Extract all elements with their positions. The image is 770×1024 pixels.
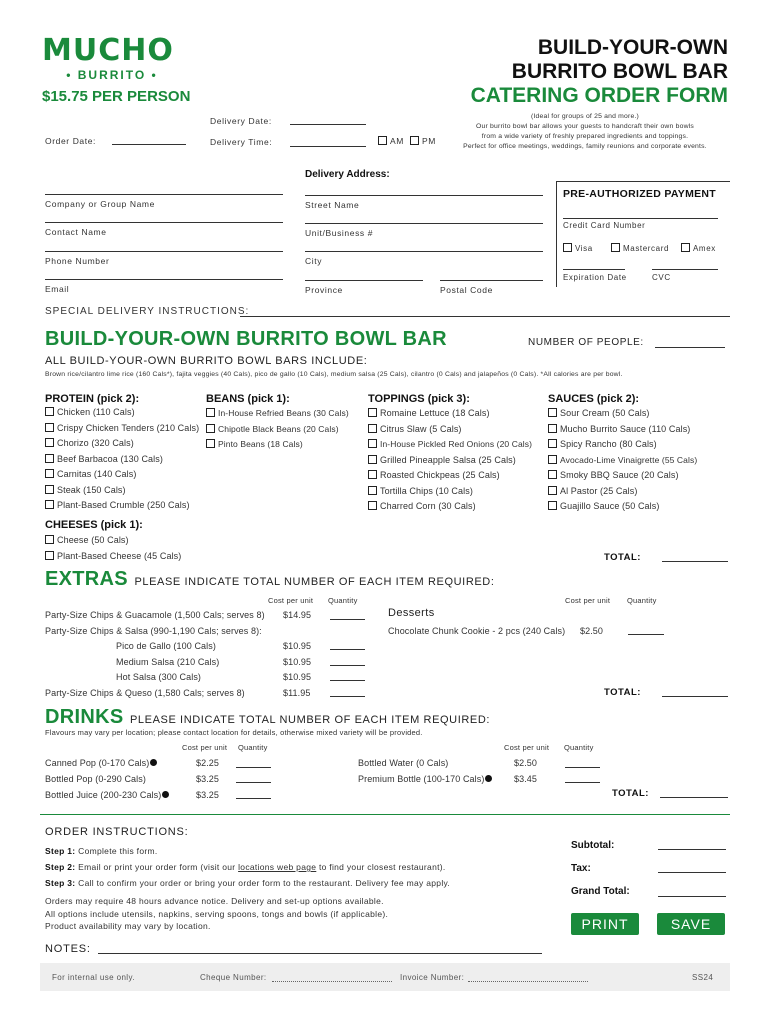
title-line2: BURRITO BOWL BAR: [511, 60, 728, 83]
payment-title: PRE-AUTHORIZED PAYMENT: [563, 188, 717, 200]
drink-qty-field[interactable]: [236, 798, 271, 799]
print-button[interactable]: PRINT: [571, 913, 639, 935]
order-steps: [45, 843, 450, 891]
toppings-option[interactable]: Citrus Slaw (5 Cals): [368, 422, 532, 438]
delivery-date-label: Delivery Date:: [210, 116, 272, 126]
sauces-option[interactable]: Smoky BBQ Sauce (20 Cals): [548, 468, 697, 484]
logo-top: MUCHO: [42, 33, 174, 68]
extras-heading: [45, 568, 495, 591]
company-field[interactable]: [45, 194, 283, 195]
extras-item: Party-Size Chips & Queso (1,580 Cals; serves 8): [45, 688, 245, 698]
am-checkbox[interactable]: [378, 136, 387, 145]
extras-qty-field[interactable]: [330, 680, 365, 681]
street-label: Street Name: [305, 200, 360, 210]
number-of-people-label: NUMBER OF PEOPLE:: [528, 337, 644, 348]
delivery-time-label: Delivery Time:: [210, 137, 273, 147]
drink-item: Bottled Pop (0-290 Cals): [45, 774, 146, 784]
drink-price: $3.25: [196, 774, 220, 784]
order-date-label: Order Date:: [45, 136, 97, 146]
pm-checkbox[interactable]: [410, 136, 419, 145]
extras-item: Hot Salsa (300 Cals): [116, 672, 202, 682]
drink-item: Premium Bottle (100-170 Cals): [358, 772, 492, 788]
unit-label: Unit/Business #: [305, 228, 374, 238]
drinks-qty-header-right: Quantity: [564, 743, 594, 752]
card-number-field[interactable]: [563, 218, 718, 219]
extras-price: $10.95: [283, 672, 312, 682]
bowl-total-field[interactable]: [662, 561, 728, 562]
visa-checkbox[interactable]: [563, 243, 572, 252]
sauces-option[interactable]: Sour Cream (50 Cals): [548, 406, 697, 422]
pm-option[interactable]: PM: [410, 136, 436, 146]
step-2: Step 2: Email or print your order form (visit our locations web page to find your closest restaurant).: [45, 862, 446, 872]
price-per-person: $15.75 PER PERSON: [42, 88, 191, 105]
toppings-option[interactable]: In-House Pickled Red Onions (20 Cals): [368, 437, 532, 453]
number-of-people-field[interactable]: [655, 347, 725, 348]
sauces-option[interactable]: Spicy Rancho (80 Cals): [548, 437, 697, 453]
drink-price: $2.25: [196, 758, 220, 768]
street-field[interactable]: [305, 195, 543, 196]
title-line1: BUILD-YOUR-OWN: [537, 36, 728, 59]
internal-use-footer: [40, 963, 730, 991]
drinks-cost-header: Cost per unit: [182, 743, 228, 752]
drink-item: Bottled Juice (200-230 Cals): [45, 788, 169, 804]
drinks-total-field[interactable]: [660, 797, 728, 798]
form-code: SS24: [692, 973, 714, 982]
step-1: Step 1: Complete this form.: [45, 846, 158, 856]
protein-option[interactable]: Chicken (110 Cals): [45, 405, 199, 421]
city-label: City: [305, 256, 323, 266]
toppings-option[interactable]: Charred Corn (30 Cals): [368, 499, 532, 515]
extras-qty-field[interactable]: [330, 696, 365, 697]
toppings-list: [368, 406, 532, 515]
intro-text: (Ideal for groups of 25 and more.) Our burrito bowl bar allows your guests to handcraft their own bowls from a wide variety of freshly prepared ingredients and toppings. Perfect for office meetings, weddings, family reunions and corporate events.: [463, 113, 707, 150]
extras-price: $11.95: [283, 688, 311, 698]
protein-option[interactable]: Carnitas (140 Cals): [45, 467, 199, 483]
invoice-number-label: Invoice Number:: [400, 973, 465, 982]
includes-title: ALL BUILD-YOUR-OWN BURRITO BOWL BARS INCLUDE:: [45, 355, 368, 367]
extras-total-label: TOTAL:: [604, 687, 641, 698]
drink-price: $2.50: [514, 758, 538, 768]
toppings-option[interactable]: Tortilla Chips (10 Cals): [368, 484, 532, 500]
cheeses-option[interactable]: Plant-Based Cheese (45 Cals): [45, 549, 181, 565]
beans-option[interactable]: Chipotle Black Beans (20 Cals): [206, 422, 349, 438]
company-label: Company or Group Name: [45, 199, 155, 209]
email-label: Email: [45, 284, 70, 294]
extras-price: $10.95: [283, 657, 312, 667]
drinks-total-label: TOTAL:: [612, 788, 649, 799]
contact-field[interactable]: [45, 222, 283, 223]
extras-title: EXTRAS: [45, 568, 128, 590]
drinks-heading: [45, 706, 490, 729]
dessert-price: $2.50: [580, 626, 604, 636]
protein-list: [45, 405, 199, 514]
unit-field[interactable]: [305, 223, 543, 224]
mastercard-checkbox[interactable]: [611, 243, 620, 252]
notes-label: NOTES:: [45, 943, 91, 955]
protein-option[interactable]: Crispy Chicken Tenders (210 Cals): [45, 421, 199, 437]
extras-total-field[interactable]: [662, 696, 728, 697]
contact-label: Contact Name: [45, 227, 107, 237]
drink-price: $3.45: [514, 774, 538, 784]
extras-item: Party-Size Chips & Guacamole (1,500 Cals; serves 8): [45, 610, 265, 620]
drinks-subtitle: PLEASE INDICATE TOTAL NUMBER OF EACH ITEM REQUIRED:: [130, 714, 491, 726]
sauces-option[interactable]: Guajillo Sauce (50 Cals): [548, 499, 697, 515]
delivery-date-field[interactable]: [290, 124, 366, 125]
drink-price: $3.25: [196, 790, 220, 800]
drink-item: Bottled Water (0 Cals): [358, 758, 449, 768]
protein-option[interactable]: Beef Barbacoa (130 Cals): [45, 452, 199, 468]
toppings-title: TOPPINGS (pick 3):: [368, 393, 470, 405]
drinks-title: DRINKS: [45, 706, 124, 728]
desserts-qty-header: Quantity: [627, 596, 657, 605]
drink-qty-field[interactable]: [565, 767, 600, 768]
info-icon[interactable]: [162, 791, 169, 798]
subtotal-field[interactable]: [658, 849, 726, 850]
amex-checkbox[interactable]: [681, 243, 690, 252]
locations-link[interactable]: locations web page: [238, 862, 317, 872]
dessert-qty-field[interactable]: [628, 634, 664, 635]
expiration-field[interactable]: [563, 269, 625, 270]
desserts-title: Desserts: [388, 607, 435, 619]
protein-title: PROTEIN (pick 2):: [45, 393, 140, 405]
toppings-option[interactable]: Roasted Chickpeas (25 Cals): [368, 468, 532, 484]
drink-qty-field[interactable]: [236, 767, 271, 768]
city-field[interactable]: [305, 251, 543, 252]
drink-item: Canned Pop (0-170 Cals): [45, 756, 157, 772]
extras-cost-header: Cost per unit: [268, 596, 314, 605]
phone-label: Phone Number: [45, 256, 110, 266]
sauces-option[interactable]: Mucho Burrito Sauce (110 Cals): [548, 422, 697, 438]
cheque-number-field[interactable]: [272, 981, 392, 982]
info-icon[interactable]: [150, 759, 157, 766]
expiration-label: Expiration Date: [563, 273, 627, 282]
cheeses-option[interactable]: Cheese (50 Cals): [45, 533, 181, 549]
cvc-label: CVC: [652, 273, 671, 282]
tax-label: Tax:: [571, 863, 591, 874]
province-field[interactable]: [305, 280, 423, 281]
cheeses-title: CHEESES (pick 1):: [45, 519, 143, 531]
grand-total-label: Grand Total:: [571, 886, 630, 897]
visa-option[interactable]: Visa: [563, 243, 593, 253]
drinks-cost-header-right: Cost per unit: [504, 743, 550, 752]
order-instructions-title: ORDER INSTRUCTIONS:: [45, 826, 189, 838]
beans-option[interactable]: Pinto Beans (18 Cals): [206, 437, 349, 453]
sauces-option[interactable]: Al Pastor (25 Cals): [548, 484, 697, 500]
extras-qty-field[interactable]: [330, 619, 365, 620]
mastercard-option[interactable]: Mastercard: [611, 243, 669, 253]
logo: [42, 33, 184, 82]
protein-option[interactable]: Steak (150 Cals): [45, 483, 199, 499]
extras-price: $14.95: [283, 610, 312, 620]
sauces-option[interactable]: Avocado-Lime Vinaigrette (55 Cals): [548, 453, 697, 469]
dessert-item: Chocolate Chunk Cookie - 2 pcs (240 Cals): [388, 626, 566, 636]
extras-subtitle: PLEASE INDICATE TOTAL NUMBER OF EACH ITEM REQUIRED:: [134, 576, 495, 588]
save-button[interactable]: SAVE: [657, 913, 725, 935]
sauces-list: [548, 406, 697, 515]
cvc-field[interactable]: [652, 269, 718, 270]
bowl-bar-title: BUILD-YOUR-OWN BURRITO BOWL BAR: [45, 328, 447, 350]
amex-option[interactable]: Amex: [681, 243, 716, 253]
extras-qty-field[interactable]: [330, 649, 365, 650]
extras-item: Medium Salsa (210 Cals): [116, 657, 220, 667]
beans-option[interactable]: In-House Refried Beans (30 Cals): [206, 406, 349, 422]
internal-use-label: For internal use only.: [52, 973, 135, 982]
step-3: Step 3: Call to confirm your order or bring your order form to the restaurant. Delivery fee may apply.: [45, 878, 451, 888]
beans-title: BEANS (pick 1):: [206, 393, 290, 405]
section-divider: [40, 814, 730, 815]
province-label: Province: [305, 285, 343, 295]
beans-list: [206, 406, 349, 453]
cheeses-list: [45, 533, 181, 564]
drinks-note: Flavours may vary per location; please contact location for details, otherwise mixed variety will be provided.: [45, 728, 423, 737]
order-date-field[interactable]: [112, 144, 186, 145]
notes-field[interactable]: [98, 953, 542, 954]
sauces-title: SAUCES (pick 2):: [548, 393, 640, 405]
am-option[interactable]: AM: [378, 136, 404, 146]
extras-item: Pico de Gallo (100 Cals): [116, 641, 216, 651]
postal-label: Postal Code: [440, 285, 493, 295]
delivery-time-field[interactable]: [290, 146, 366, 147]
card-number-label: Credit Card Number: [563, 221, 646, 230]
protein-option[interactable]: Chorizo (320 Cals): [45, 436, 199, 452]
invoice-number-field[interactable]: [468, 981, 588, 982]
protein-option[interactable]: Plant-Based Crumble (250 Cals): [45, 498, 199, 514]
delivery-address-label: Delivery Address:: [305, 169, 390, 180]
extras-qty-field[interactable]: [330, 665, 365, 666]
drink-qty-field[interactable]: [236, 782, 271, 783]
extras-price: $10.95: [283, 641, 312, 651]
desserts-cost-header: Cost per unit: [565, 596, 611, 605]
order-notes: Orders may require 48 hours advance notice. Delivery and set-up options available. All options include utensils, napkins, serving spoons, tongs and bowls (if applicable). Product availability may vary by location.: [45, 896, 389, 931]
email-field[interactable]: [45, 279, 283, 280]
subtotal-label: Subtotal:: [571, 840, 615, 851]
form-title: [471, 36, 728, 108]
special-instructions-field[interactable]: [240, 316, 730, 317]
postal-field[interactable]: [440, 280, 543, 281]
special-instructions-label: SPECIAL DELIVERY INSTRUCTIONS:: [45, 306, 250, 317]
grand-total-field[interactable]: [658, 896, 726, 897]
cheque-number-label: Cheque Number:: [200, 973, 267, 982]
bowl-total-label: TOTAL:: [604, 552, 641, 563]
extras-item: Party-Size Chips & Salsa (990-1,190 Cals; serves 8):: [45, 626, 262, 636]
title-line3: CATERING ORDER FORM: [470, 84, 728, 107]
drink-qty-field[interactable]: [565, 782, 600, 783]
extras-qty-header: Quantity: [328, 596, 358, 605]
logo-bottom: • BURRITO •: [66, 68, 158, 82]
toppings-option[interactable]: Grilled Pineapple Salsa (25 Cals): [368, 453, 532, 469]
includes-text: Brown rice/cilantro lime rice (160 Cals*), fajita veggies (40 Cals), pico de gallo (10 Cals), medium salsa (25 Cals), cilantro (0 Cals) and jalapeños (0 Cals). *All calories are per bowl.: [45, 371, 623, 378]
toppings-option[interactable]: Romaine Lettuce (18 Cals): [368, 406, 532, 422]
info-icon[interactable]: [485, 775, 492, 782]
drinks-qty-header: Quantity: [238, 743, 268, 752]
tax-field[interactable]: [658, 872, 726, 873]
phone-field[interactable]: [45, 251, 283, 252]
